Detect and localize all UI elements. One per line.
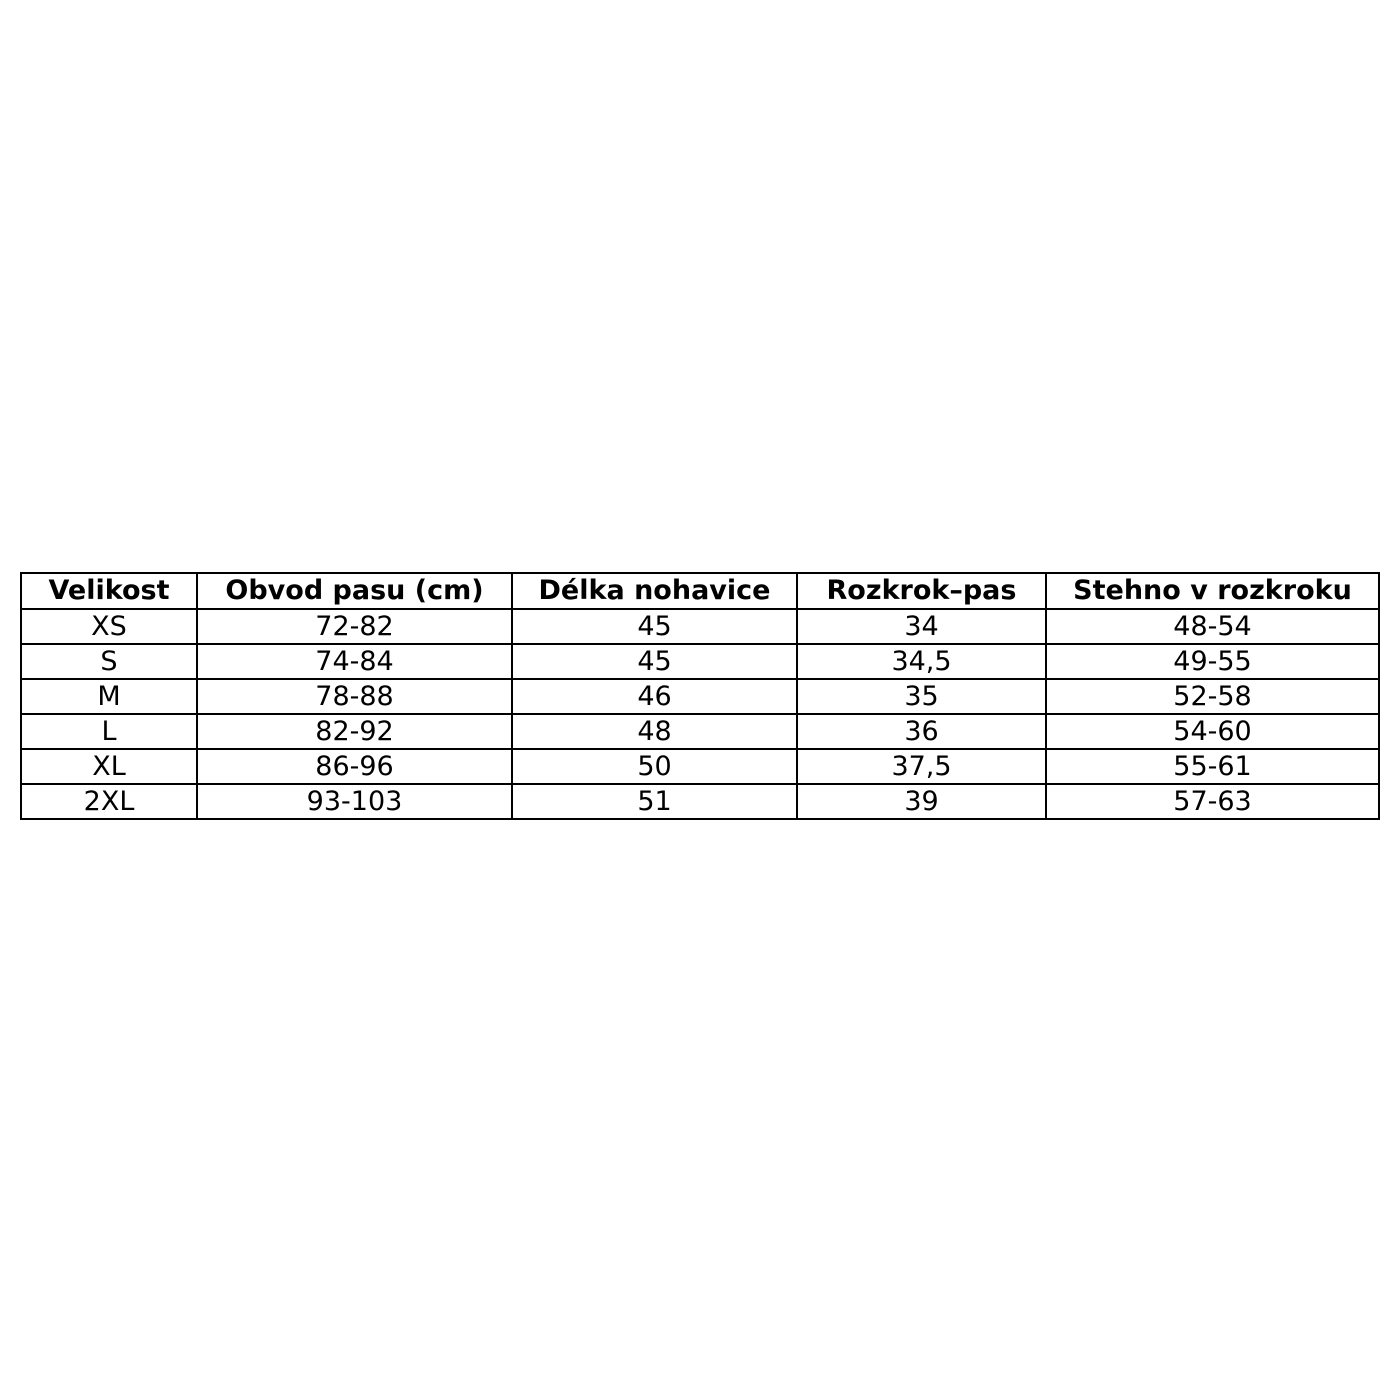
header-velikost: Velikost: [21, 573, 197, 609]
header-delka-nohavice: Délka nohavice: [512, 573, 797, 609]
header-stehno-v-rozkroku: Stehno v rozkroku: [1046, 573, 1379, 609]
table-row: [21, 749, 1379, 784]
table-cell: 93-103: [197, 784, 512, 819]
table-cell: 2XL: [21, 784, 197, 819]
header-obvod-pasu: Obvod pasu (cm): [197, 573, 512, 609]
table-row: [21, 679, 1379, 714]
table-cell: 50: [512, 749, 797, 784]
table-cell: 45: [512, 609, 797, 644]
table-cell: 82-92: [197, 714, 512, 749]
table-cell: 34: [797, 609, 1046, 644]
table-cell: XS: [21, 609, 197, 644]
table-cell: 48: [512, 714, 797, 749]
size-chart-table: [20, 572, 1380, 820]
table-row: [21, 784, 1379, 819]
table-cell: XL: [21, 749, 197, 784]
table-cell: 78-88: [197, 679, 512, 714]
table-cell: 57-63: [1046, 784, 1379, 819]
header-rozkrok-pas: Rozkrok–pas: [797, 573, 1046, 609]
table-row: [21, 644, 1379, 679]
table-cell: 48-54: [1046, 609, 1379, 644]
table-cell: 55-61: [1046, 749, 1379, 784]
table-cell: 36: [797, 714, 1046, 749]
table-cell: S: [21, 644, 197, 679]
table-cell: 72-82: [197, 609, 512, 644]
table-cell: 46: [512, 679, 797, 714]
table-cell: 45: [512, 644, 797, 679]
table-row: [21, 714, 1379, 749]
table-cell: L: [21, 714, 197, 749]
table-cell: M: [21, 679, 197, 714]
table-cell: 35: [797, 679, 1046, 714]
table-cell: 52-58: [1046, 679, 1379, 714]
table-cell: 37,5: [797, 749, 1046, 784]
table-cell: 86-96: [197, 749, 512, 784]
table-cell: 39: [797, 784, 1046, 819]
table-cell: 49-55: [1046, 644, 1379, 679]
table-row: [21, 609, 1379, 644]
table-cell: 51: [512, 784, 797, 819]
table-cell: 74-84: [197, 644, 512, 679]
table-header-row: [21, 573, 1379, 609]
table-cell: 54-60: [1046, 714, 1379, 749]
table-cell: 34,5: [797, 644, 1046, 679]
